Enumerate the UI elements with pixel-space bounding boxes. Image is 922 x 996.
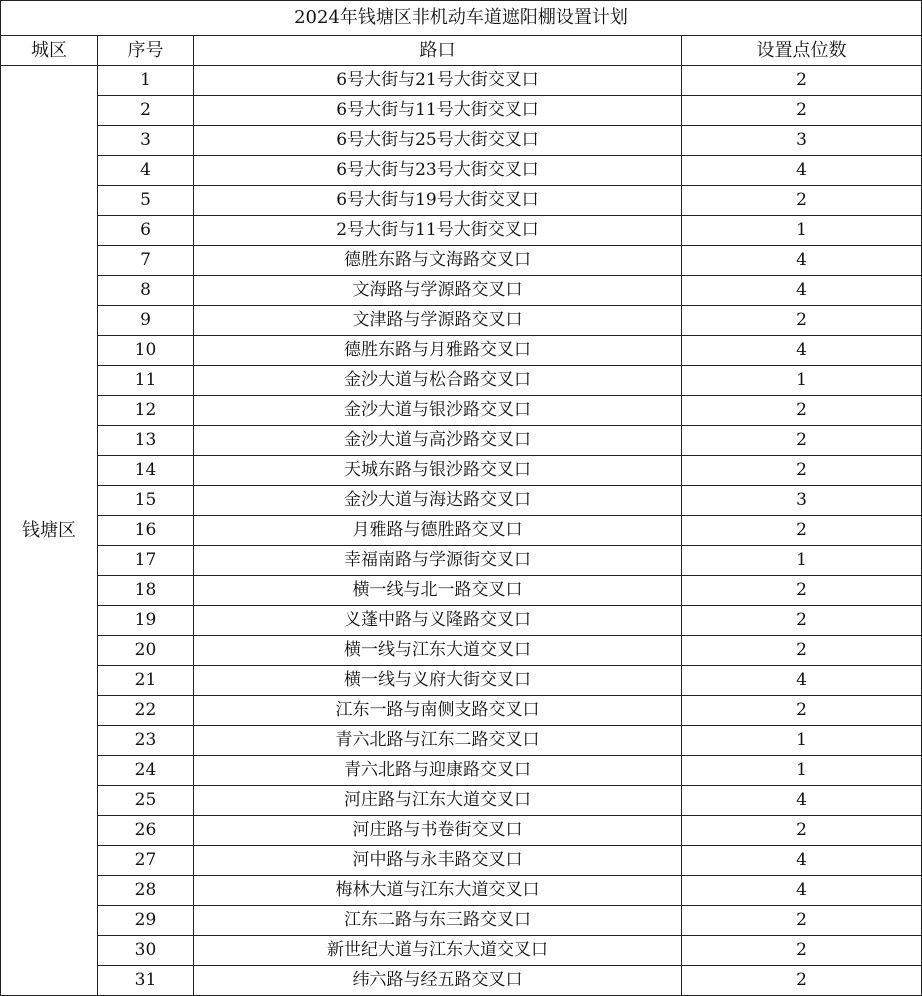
road-cell: 青六北路与江东二路交叉口 <box>194 726 682 756</box>
points-cell: 2 <box>682 306 922 336</box>
seq-cell: 29 <box>98 906 194 936</box>
table-row <box>1 366 922 396</box>
road-cell: 金沙大道与高沙路交叉口 <box>194 426 682 456</box>
points-cell: 2 <box>682 696 922 726</box>
seq-cell: 13 <box>98 426 194 456</box>
road-cell: 河中路与永丰路交叉口 <box>194 846 682 876</box>
road-cell: 义蓬中路与义隆路交叉口 <box>194 606 682 636</box>
seq-cell: 12 <box>98 396 194 426</box>
road-cell: 梅林大道与江东大道交叉口 <box>194 876 682 906</box>
seq-cell: 20 <box>98 636 194 666</box>
seq-cell: 27 <box>98 846 194 876</box>
table-row <box>1 126 922 156</box>
table-row <box>1 96 922 126</box>
points-cell: 2 <box>682 906 922 936</box>
points-cell: 2 <box>682 516 922 546</box>
points-cell: 2 <box>682 576 922 606</box>
points-cell: 4 <box>682 336 922 366</box>
table-row <box>1 876 922 906</box>
seq-cell: 28 <box>98 876 194 906</box>
road-cell: 横一线与北一路交叉口 <box>194 576 682 606</box>
table-row <box>1 936 922 966</box>
district-cell: 钱塘区 <box>1 66 98 996</box>
points-cell: 2 <box>682 636 922 666</box>
table-body <box>1 66 922 996</box>
seq-cell: 9 <box>98 306 194 336</box>
table-row <box>1 606 922 636</box>
header-district: 城区 <box>1 36 98 66</box>
table-row <box>1 636 922 666</box>
table-row <box>1 426 922 456</box>
points-cell: 2 <box>682 606 922 636</box>
points-cell: 1 <box>682 366 922 396</box>
road-cell: 纬六路与经五路交叉口 <box>194 966 682 996</box>
seq-cell: 21 <box>98 666 194 696</box>
seq-cell: 11 <box>98 366 194 396</box>
table-row <box>1 816 922 846</box>
seq-cell: 4 <box>98 156 194 186</box>
table-row <box>1 66 922 96</box>
points-cell: 4 <box>682 666 922 696</box>
table-row <box>1 726 922 756</box>
road-cell: 月雅路与德胜路交叉口 <box>194 516 682 546</box>
road-cell: 河庄路与书卷街交叉口 <box>194 816 682 846</box>
seq-cell: 18 <box>98 576 194 606</box>
header-row <box>1 36 922 66</box>
seq-cell: 5 <box>98 186 194 216</box>
road-cell: 6号大街与11号大街交叉口 <box>194 96 682 126</box>
table-row <box>1 846 922 876</box>
seq-cell: 14 <box>98 456 194 486</box>
road-cell: 天城东路与银沙路交叉口 <box>194 456 682 486</box>
road-cell: 文津路与学源路交叉口 <box>194 306 682 336</box>
points-cell: 4 <box>682 876 922 906</box>
seq-cell: 2 <box>98 96 194 126</box>
points-cell: 2 <box>682 396 922 426</box>
road-cell: 文海路与学源路交叉口 <box>194 276 682 306</box>
points-cell: 2 <box>682 66 922 96</box>
seq-cell: 15 <box>98 486 194 516</box>
header-points: 设置点位数 <box>682 36 922 66</box>
road-cell: 6号大街与19号大街交叉口 <box>194 186 682 216</box>
points-cell: 2 <box>682 186 922 216</box>
road-cell: 横一线与义府大街交叉口 <box>194 666 682 696</box>
seq-cell: 7 <box>98 246 194 276</box>
table-row <box>1 456 922 486</box>
points-cell: 1 <box>682 756 922 786</box>
header-seq: 序号 <box>98 36 194 66</box>
seq-cell: 1 <box>98 66 194 96</box>
seq-cell: 6 <box>98 216 194 246</box>
table-title: 2024年钱塘区非机动车道遮阳棚设置计划 <box>1 1 922 36</box>
road-cell: 6号大街与25号大街交叉口 <box>194 126 682 156</box>
table-row <box>1 186 922 216</box>
road-cell: 金沙大道与银沙路交叉口 <box>194 396 682 426</box>
table-row <box>1 516 922 546</box>
points-cell: 2 <box>682 96 922 126</box>
road-cell: 江东二路与东三路交叉口 <box>194 906 682 936</box>
seq-cell: 10 <box>98 336 194 366</box>
points-cell: 2 <box>682 426 922 456</box>
table-row <box>1 276 922 306</box>
title-row <box>1 1 922 36</box>
road-cell: 金沙大道与松合路交叉口 <box>194 366 682 396</box>
seq-cell: 24 <box>98 756 194 786</box>
table-row <box>1 156 922 186</box>
points-cell: 4 <box>682 276 922 306</box>
seq-cell: 19 <box>98 606 194 636</box>
points-cell: 2 <box>682 966 922 996</box>
road-cell: 横一线与江东大道交叉口 <box>194 636 682 666</box>
road-cell: 6号大街与23号大街交叉口 <box>194 156 682 186</box>
road-cell: 河庄路与江东大道交叉口 <box>194 786 682 816</box>
points-cell: 2 <box>682 936 922 966</box>
seq-cell: 26 <box>98 816 194 846</box>
road-cell: 江东一路与南侧支路交叉口 <box>194 696 682 726</box>
points-cell: 4 <box>682 246 922 276</box>
points-cell: 4 <box>682 156 922 186</box>
table-row <box>1 396 922 426</box>
seq-cell: 30 <box>98 936 194 966</box>
points-cell: 4 <box>682 786 922 816</box>
seq-cell: 25 <box>98 786 194 816</box>
points-cell: 2 <box>682 456 922 486</box>
road-cell: 幸福南路与学源街交叉口 <box>194 546 682 576</box>
road-cell: 德胜东路与文海路交叉口 <box>194 246 682 276</box>
road-cell: 德胜东路与月雅路交叉口 <box>194 336 682 366</box>
road-cell: 6号大街与21号大街交叉口 <box>194 66 682 96</box>
seq-cell: 8 <box>98 276 194 306</box>
road-cell: 2号大街与11号大街交叉口 <box>194 216 682 246</box>
road-cell: 金沙大道与海达路交叉口 <box>194 486 682 516</box>
points-cell: 2 <box>682 816 922 846</box>
table-row <box>1 306 922 336</box>
table-row <box>1 336 922 366</box>
points-cell: 4 <box>682 846 922 876</box>
table-row <box>1 966 922 996</box>
points-cell: 1 <box>682 726 922 756</box>
seq-cell: 23 <box>98 726 194 756</box>
table-row <box>1 576 922 606</box>
seq-cell: 17 <box>98 546 194 576</box>
table-row <box>1 786 922 816</box>
road-cell: 青六北路与迎康路交叉口 <box>194 756 682 786</box>
table-row <box>1 246 922 276</box>
table-row <box>1 666 922 696</box>
road-cell: 新世纪大道与江东大道交叉口 <box>194 936 682 966</box>
points-cell: 3 <box>682 486 922 516</box>
points-cell: 1 <box>682 546 922 576</box>
seq-cell: 3 <box>98 126 194 156</box>
seq-cell: 31 <box>98 966 194 996</box>
table-row <box>1 546 922 576</box>
table-row <box>1 906 922 936</box>
table-row <box>1 756 922 786</box>
points-cell: 3 <box>682 126 922 156</box>
seq-cell: 22 <box>98 696 194 726</box>
points-cell: 1 <box>682 216 922 246</box>
table-row <box>1 486 922 516</box>
table-row <box>1 696 922 726</box>
seq-cell: 16 <box>98 516 194 546</box>
table-row <box>1 216 922 246</box>
header-road: 路口 <box>194 36 682 66</box>
